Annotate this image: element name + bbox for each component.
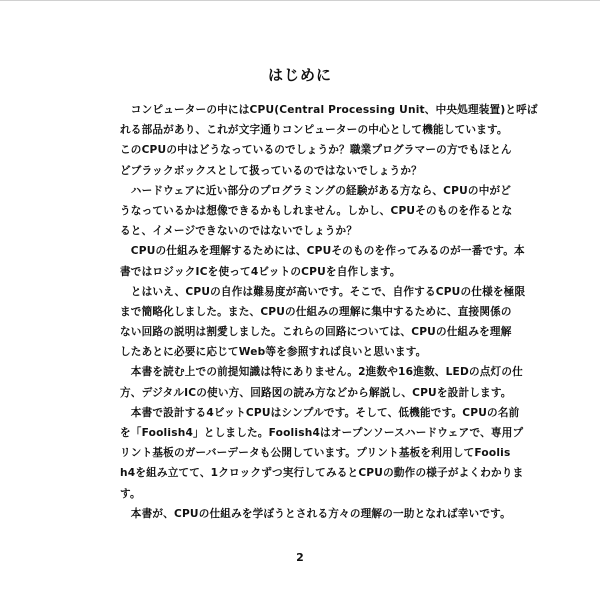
paragraph (120, 504, 511, 524)
page-title: はじめに (267, 66, 332, 84)
paragraph-line: CPUの仕組みを理解するためには、CPUそのものを作ってみるのが一番です。本 (120, 245, 525, 258)
paragraph-line: 本書が、CPUの仕組みを学ぼうとされる方々の理解の一助となれば幸いです。 (120, 507, 511, 520)
paragraph (120, 403, 524, 504)
paragraph-line: す。 (120, 487, 141, 500)
paragraph-line: れる部品があり、これが文字通りコンピューターの中心として機能しています。 (120, 124, 508, 137)
paragraph-line: ハードウェアに近い部分のプログラミングの経験がある方なら、CPUの中がど (120, 184, 512, 197)
paragraph-line: このCPUの中はどうなっているのでしょうか？職業プログラマーの方でもほとん (120, 144, 512, 157)
paragraph-line: リント基板のガーバーデータも公開しています。プリント基板を利用してFoolis (120, 447, 511, 460)
paragraph-line: 本書を読む上での前提知識は特にありません。2進数や16進数、LEDの点灯の仕 (120, 366, 523, 379)
paragraph-line: したあとに必要に応じてWeb等を参照すれば良いと思います。 (120, 346, 427, 359)
page-number: 2 (296, 551, 304, 564)
paragraph-line: まで簡略化しました。また、CPUの仕組みの理解に集中するために、直接関係の (120, 305, 512, 318)
paragraph-line: 書ではロジックICを使って4ビットのCPUを自作します。 (120, 265, 401, 278)
paragraph-line: 本書で設計する4ビットCPUはシンプルです。そして、低機能です。CPUの名前 (120, 406, 520, 419)
paragraph (120, 100, 538, 181)
paragraph (120, 362, 523, 402)
paragraph (120, 241, 525, 281)
paragraph-line: とはいえ、CPUの自作は難易度が高いです。そこで、自作するCPUの仕様を極限 (120, 285, 526, 298)
paragraph-line: コンピューターの中にはCPU(Central Processing Unit、中央処理装置)と呼ば (120, 104, 538, 116)
paragraph-line: ると、イメージできないのではないでしょうか？ (120, 225, 358, 238)
paragraph-line: を「Foolish4」としました。Foolish4はオープンソースハードウェアで、専用プ (120, 427, 524, 439)
top-divider (0, 0, 600, 1)
paragraph-line: どブラックボックスとして扱っているのではないでしょうか？ (120, 164, 422, 177)
paragraph-line: ない回路の説明は割愛しました。これらの回路については、CPUの仕組みを理解 (120, 326, 512, 339)
paragraph (120, 181, 513, 242)
document-body (120, 100, 538, 524)
paragraph (120, 282, 526, 363)
paragraph-line: h4を組み立てて、1クロックずつ実行してみるとCPUの動作の様子がよくわかりま (120, 467, 524, 480)
paragraph-line: うなっているかは想像できるかもしれません。しかし、CPUそのものを作るとな (120, 204, 513, 217)
paragraph-line: 方、デジタルICの使い方、回路図の読み方などから解説し、CPUを設計します。 (120, 386, 512, 399)
